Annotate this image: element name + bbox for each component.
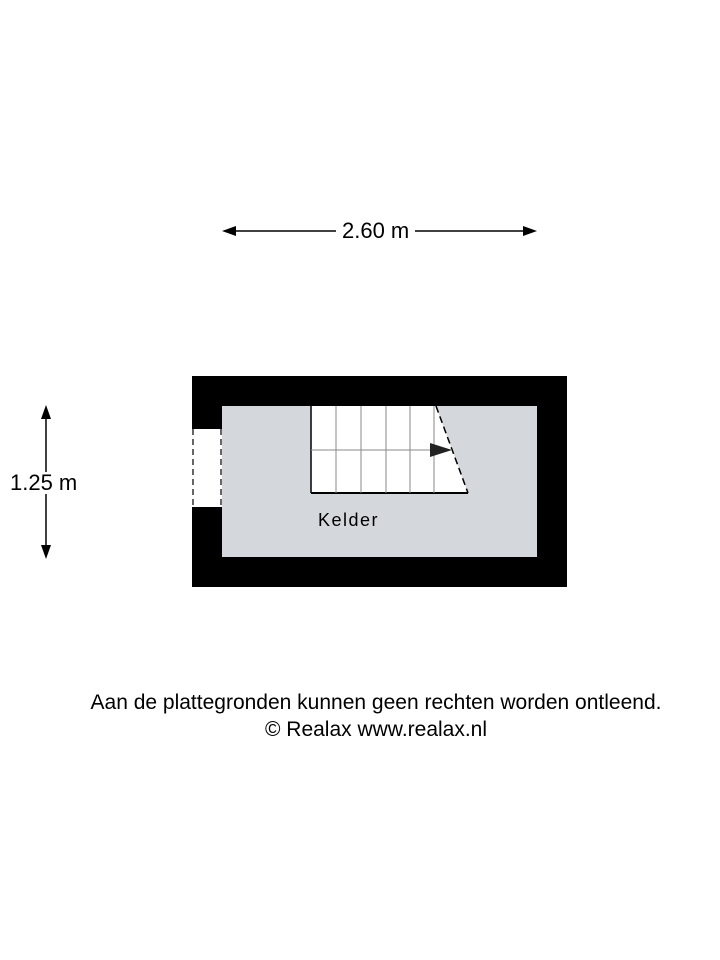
door-opening xyxy=(192,429,222,507)
copyright-text: © Realax www.realax.nl xyxy=(264,718,488,741)
disclaimer-text: Aan de plattegronden kunnen geen rechten worden ontleend. xyxy=(90,691,662,714)
height-dimension-label: 1.25 m xyxy=(10,470,78,495)
room-label: Kelder xyxy=(318,510,380,530)
width-dimension-label: 2.60 m xyxy=(336,220,415,242)
